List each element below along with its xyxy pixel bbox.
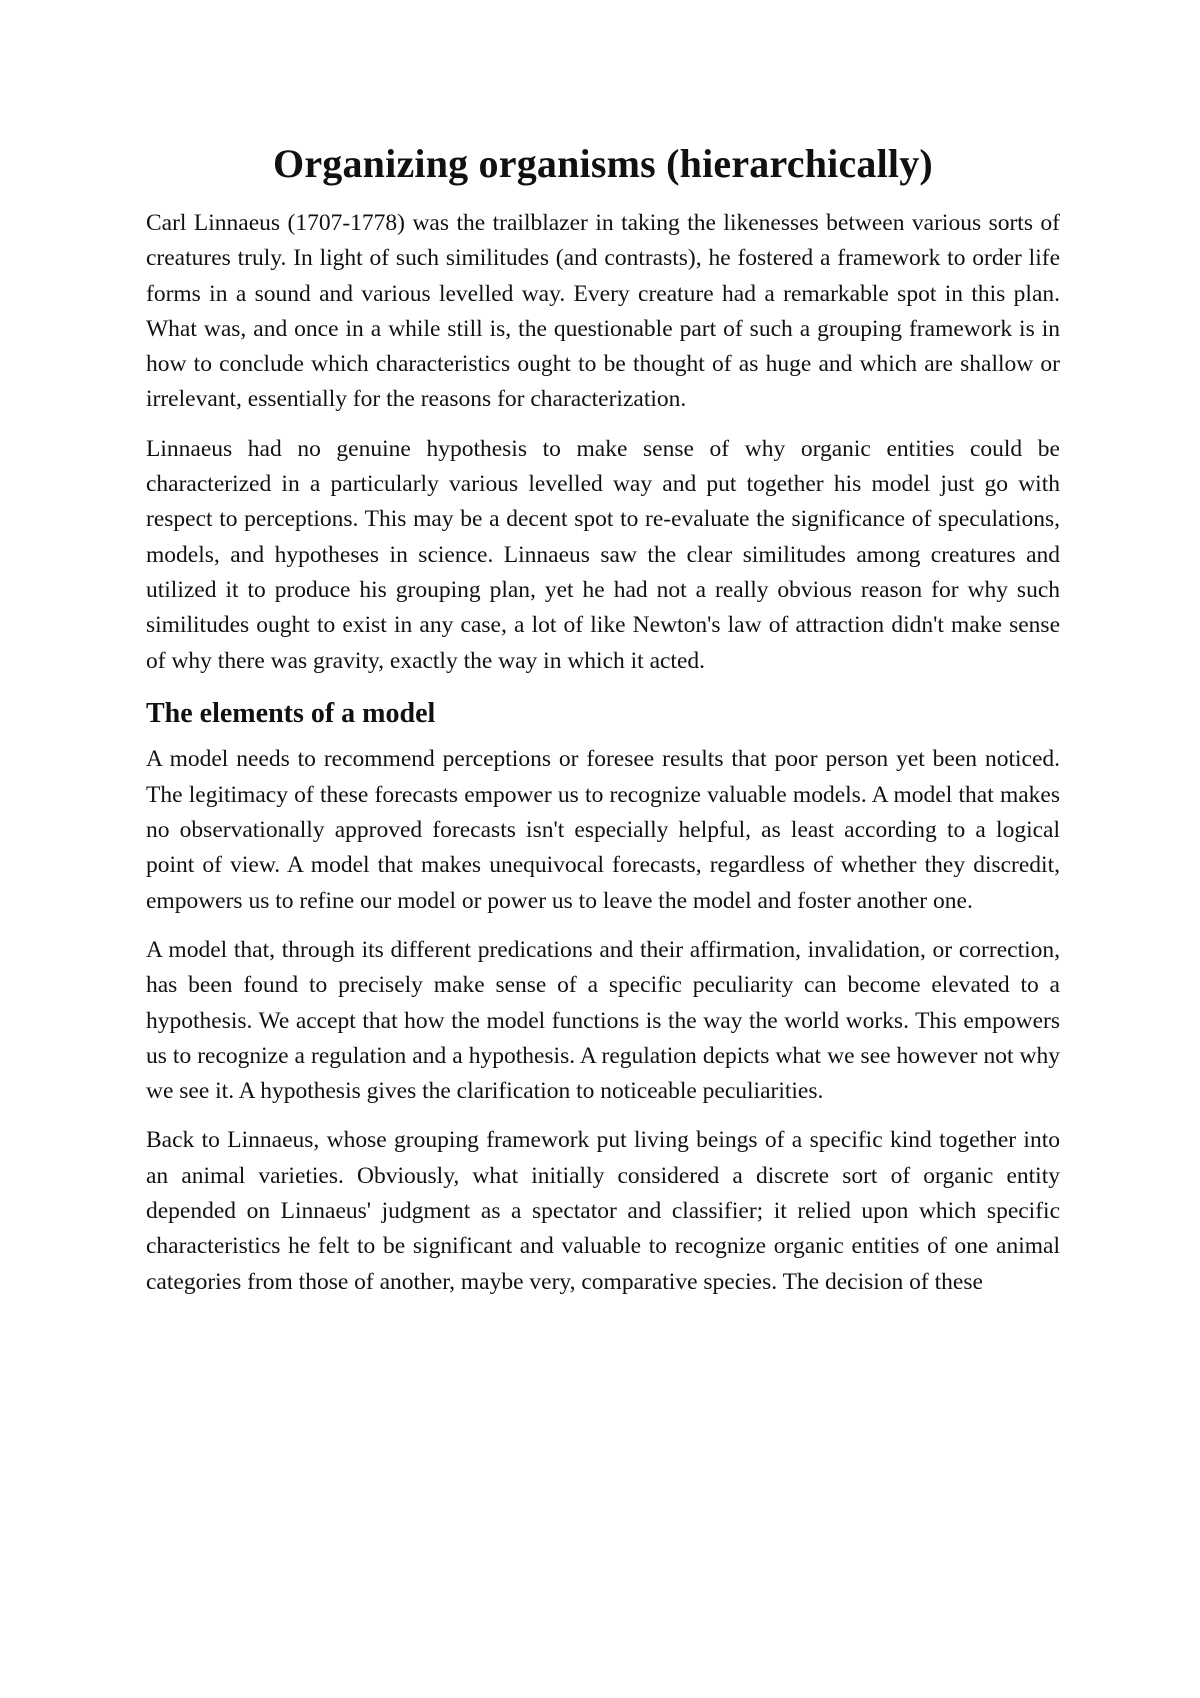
section-heading: The elements of a model [146,697,436,729]
paragraph-back-to-linnaeus: Back to Linnaeus, whose grouping framework put living beings of a specific kind together into an animal varieties. Obviously, what initially considered a discrete sort of organic entity depended on Linnaeus' judgment as a spectator and classifier; it relied upon which specific characteristics he felt to be significant and valuable to recognize organic entities of one animal categories from those of another, maybe very, comparative species. The decision of these [146,1127,1060,1295]
document-title: Organizing organisms (hierarchically) [273,141,933,186]
paragraph-linnaeus-intro: Carl Linnaeus (1707-1778) was the trailblazer in taking the likenesses between various sorts of creatures truly. In light of such similitudes (and contrasts), he fostered a framework to order life forms in a sound and various levelled way. Every creature had a remarkable spot in this plan. What was, and once in a while still is, the questionable part of such a grouping framework is in how to conclude which characteristics ought to be thought of as huge and which are shallow or irrelevant, essentially for the reasons for characterization. [146,210,1060,413]
document-page [146,140,1060,1314]
paragraph-model-predictions: A model needs to recommend perceptions or foresee results that poor person yet been noticed. The legitimacy of these forecasts empower us to recognize valuable models. A model that makes no observationally approved forecasts isn't especially helpful, as least according to a logical point of view. A model that makes unequivocal forecasts, regardless of whether they discredit, empowers us to refine our model or power us to leave the model and foster another one. [146,746,1060,914]
paragraph-model-to-hypothesis: A model that, through its different predications and their affirmation, invalidation, or correction, has been found to precisely make sense of a specific peculiarity can become elevated to a hypothesis. We accept that how the model functions is the way the world works. This empowers us to recognize a regulation and a hypothesis. A regulation depicts what we see however not why we see it. A hypothesis gives the clarification to noticeable peculiarities. [146,936,1060,1105]
paragraph-linnaeus-hypothesis: Linnaeus had no genuine hypothesis to make sense of why organic entities could be characterized in a particularly various levelled way and put together his model just go with respect to perceptions. This may be a decent spot to re-evaluate the significance of speculations, models, and hypotheses in science. Linnaeus saw the clear similitudes among creatures and utilized it to produce his grouping plan, yet he had not a really obvious reason for why such similitudes ought to exist in any case, a lot of like Newton's law of attraction didn't make sense of why there was gravity, exactly the way in which it acted. [146,435,1060,674]
